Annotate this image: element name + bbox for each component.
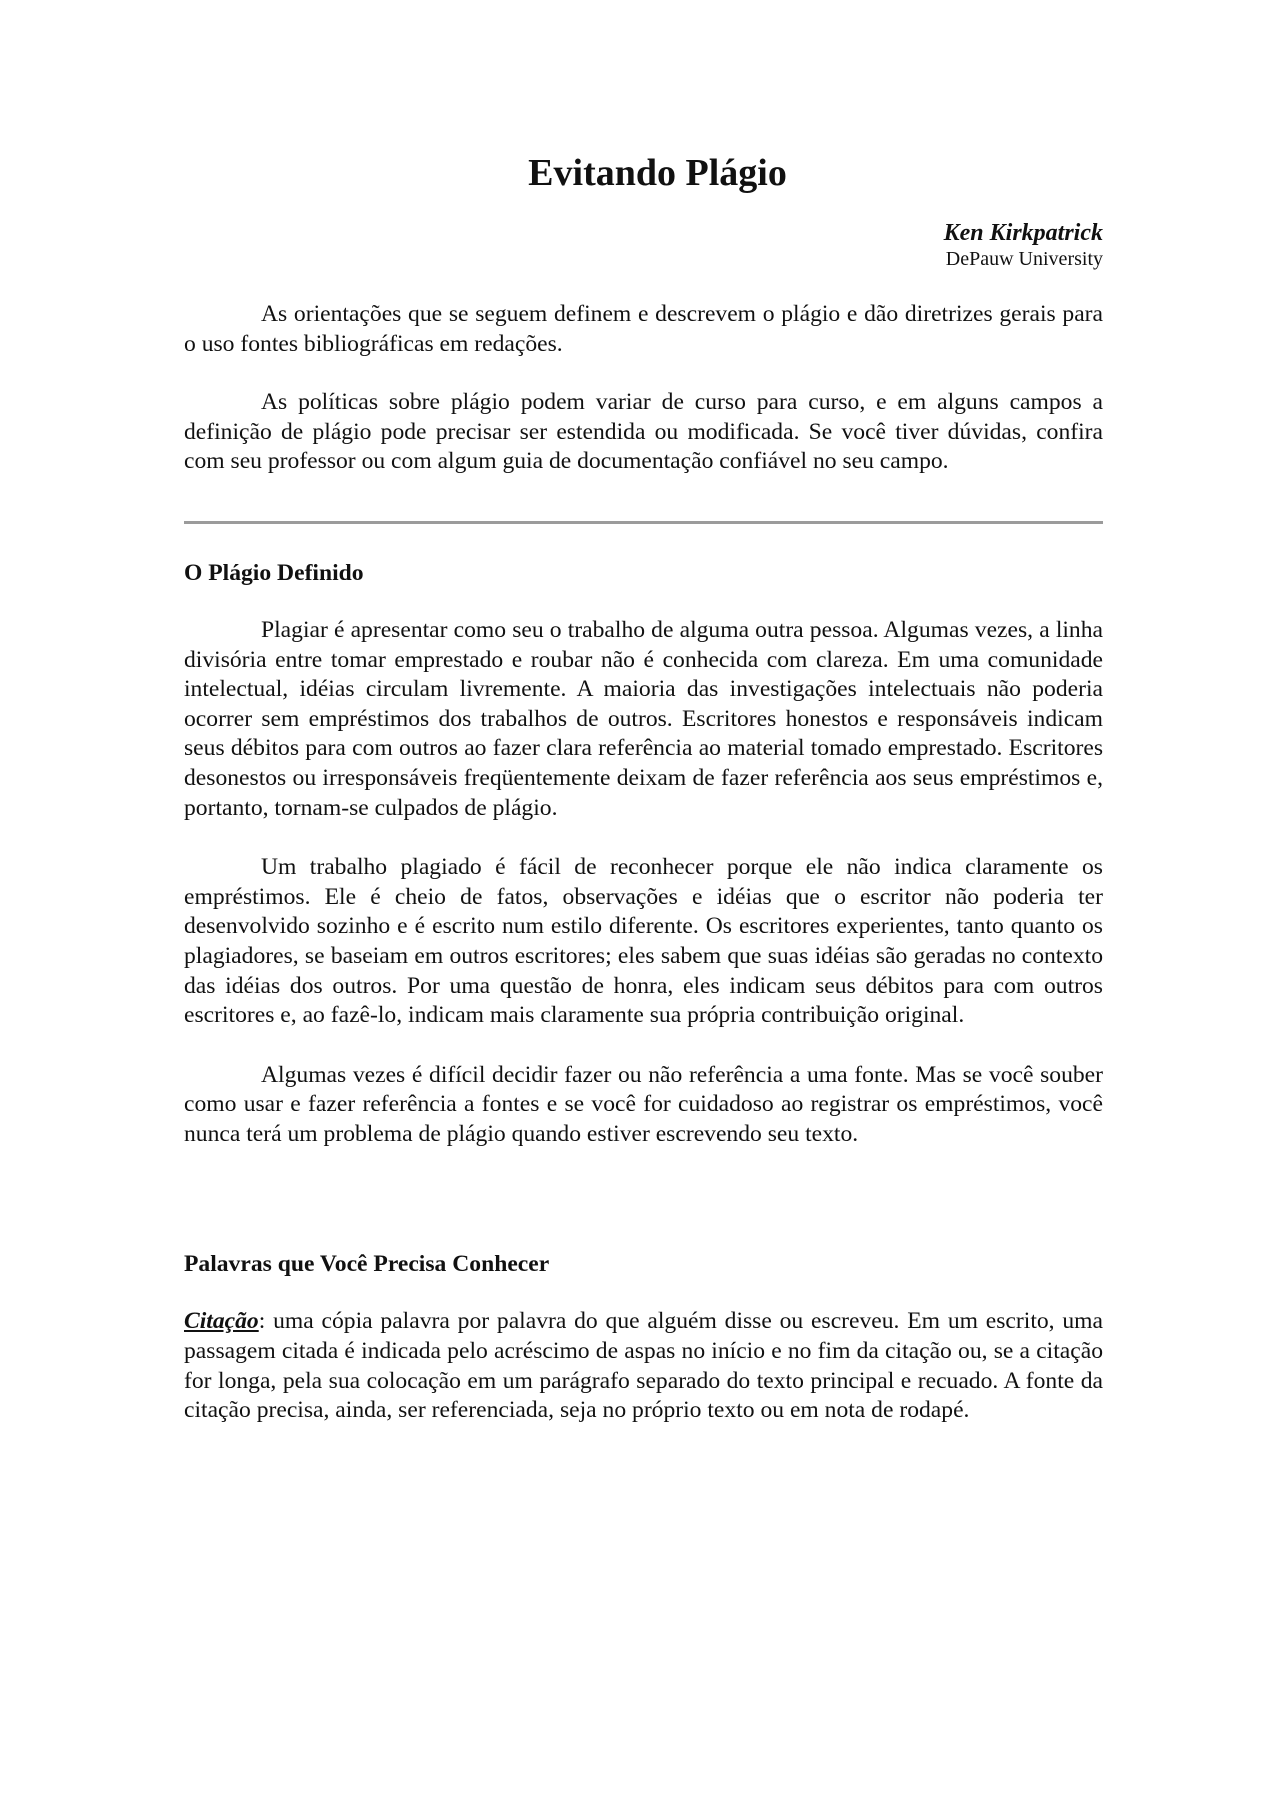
author-affiliation: DePauw University (945, 248, 1103, 270)
section-heading-palavras: Palavras que Você Precisa Conhecer (184, 1251, 550, 1278)
definition-paragraph-1: Plagiar é apresentar como seu o trabalho de alguma outra pessoa. Algumas vezes, a linha divisória entre tomar emprestado e roubar não é conhecida com clareza. Em uma comunidade intelectual, idéias circulam livremente. A maioria das investigações intelectuais não poderia ocorrer sem empréstimos dos trabalhos de outros. Escritores honestos e responsáveis indicam seus débitos para com outros ao fazer clara referência ao material tomado emprestado. Escritores desonestos ou irresponsáveis freqüentemente deixam de fazer referência aos seus empréstimos e, portanto, tornam-se culpados de plágio. (184, 616, 1103, 821)
document-page (184, 150, 1103, 1426)
glossary-term: Citação (184, 1308, 259, 1335)
definition-paragraph-2: Um trabalho plagiado é fácil de reconhecer porque ele não indica claramente os empréstimos. Ele é cheio de fatos, observações e idéias que o escritor não poderia ter desenvolvido sozinho e é escrito num estilo diferente. Os escritores experientes, tanto quanto os plagiadores, se baseiam em outros escritores; eles sabem que suas idéias são geradas no contexto das idéias dos outros. Por uma questão de honra, eles indicam seus débitos para com outros escritores e, ao fazê-lo, indicam mais claramente sua própria contribuição original. (184, 854, 1103, 1029)
glossary-definition: uma cópia palavra por palavra do que alguém disse ou escreveu. Em um escrito, uma passagem citada é indicada pelo acréscimo de aspas no início e no fim da citação ou, se a citação for longa, pela sua colocação em um parágrafo separado do texto principal e recuado. A fonte da citação precisa, ainda, ser referenciada, seja no próprio texto ou em nota de rodapé. (184, 1308, 1103, 1424)
author-block (184, 219, 1103, 271)
document-title: Evitando Plágio (528, 152, 787, 194)
author-name: Ken Kirkpatrick (943, 220, 1103, 246)
definition-paragraph-3: Algumas vezes é difícil decidir fazer ou não referência a uma fonte. Mas se você souber como usar e fazer referência a fontes e se você for cuidadoso ao registrar os empréstimos, você nunca terá um problema de plágio quando estiver escrevendo seu texto. (184, 1061, 1103, 1147)
intro-paragraph-1: As orientações que se seguem definem e descrevem o plágio e dão diretrizes gerais para o uso fontes bibliográficas em redações. (184, 301, 1103, 357)
glossary-entry-citacao (184, 1307, 1103, 1425)
section-heading-plagio-definido: O Plágio Definido (184, 559, 364, 586)
section-divider (184, 521, 1103, 524)
intro-paragraph-2: As políticas sobre plágio podem variar de curso para curso, e em alguns campos a definição de plágio pode precisar ser estendida ou modificada. Se você tiver dúvidas, confira com seu professor ou com algum guia de documentação confiável no seu campo. (184, 389, 1103, 475)
glossary-separator: : (258, 1308, 274, 1335)
